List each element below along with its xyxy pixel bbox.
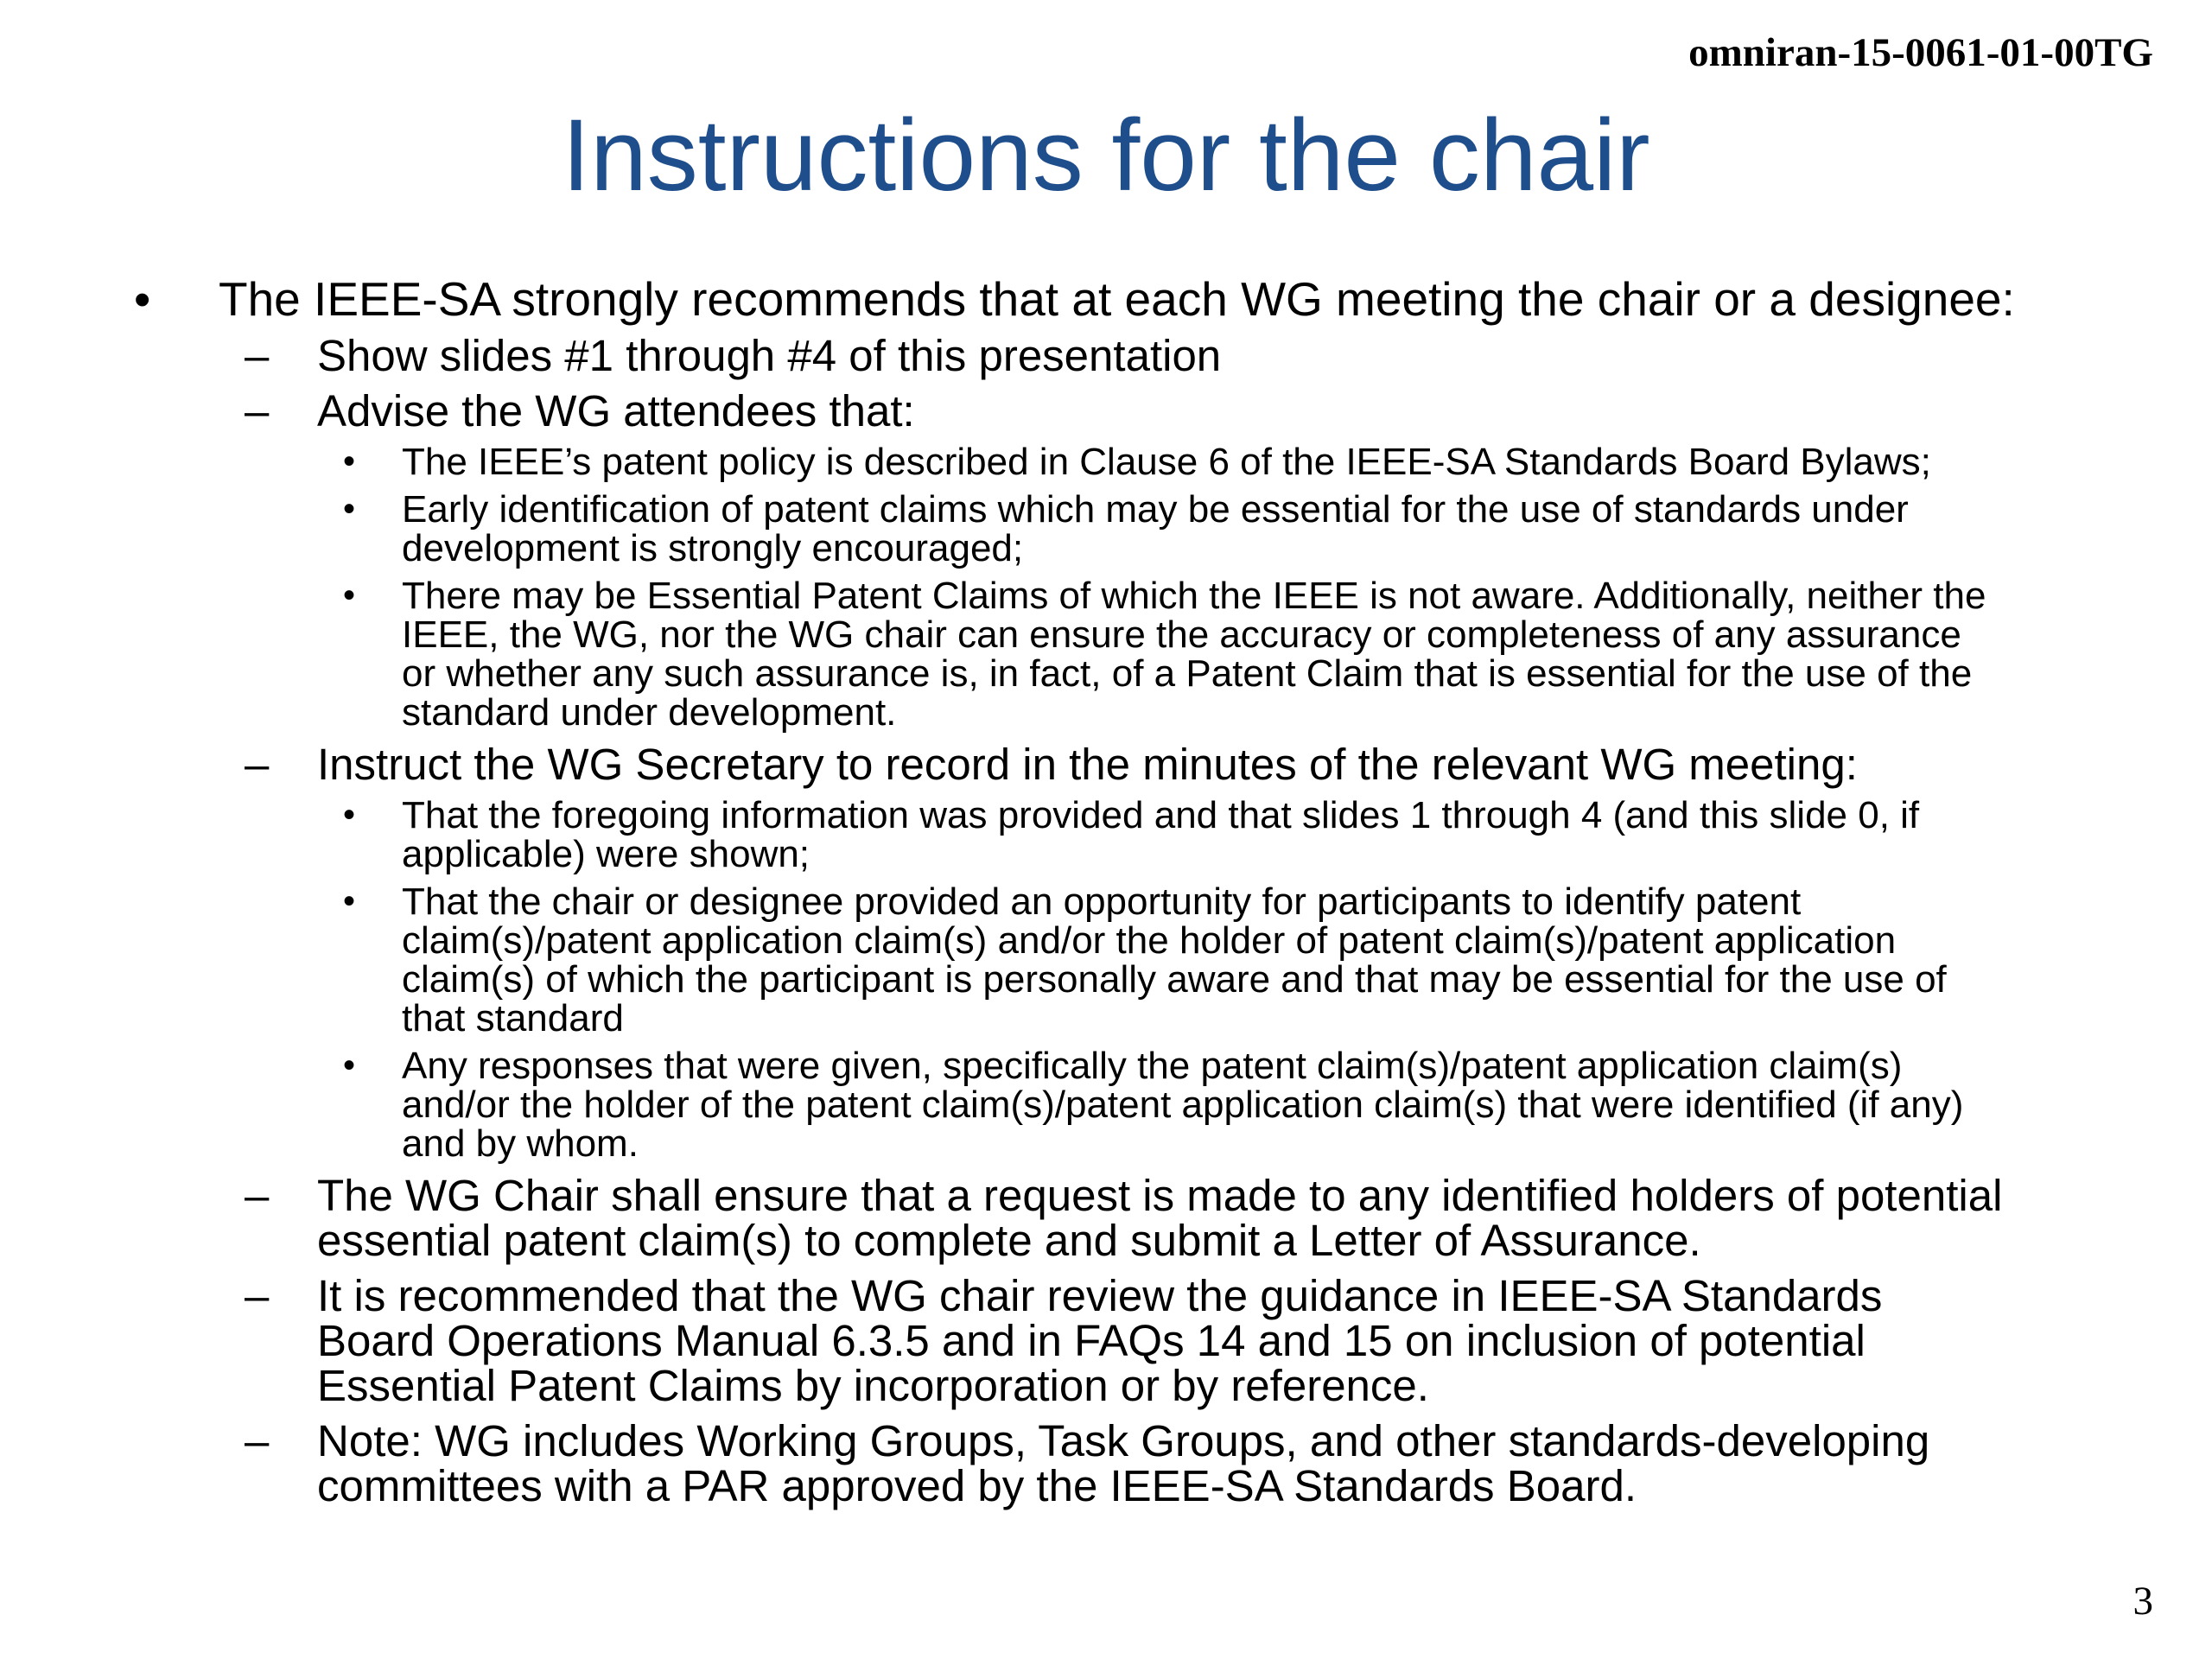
instruct-item-line: That the chair or designee provided an opportunity for participants to identify patent — [402, 880, 1802, 923]
sub-bullet-text: Advise the WG attendees that: — [317, 386, 915, 435]
dash-marker: – — [245, 1416, 270, 1465]
advise-item-line: Early identification of patent claims which may be essential for the use of standards under — [402, 488, 1909, 531]
bullet-marker: • — [343, 796, 356, 834]
advise-item-patent-policy — [0, 442, 2212, 481]
page-number: 3 — [2133, 1579, 2153, 1624]
sub-bullet-line: The WG Chair shall ensure that a request is made to any identified holders of potential — [317, 1171, 2003, 1220]
sub-bullet-line: committees with a PAR approved by the IEEE-SA Standards Board. — [317, 1461, 1637, 1510]
dash-marker: – — [245, 1171, 270, 1220]
instruct-item-line: applicable) were shown; — [402, 833, 810, 875]
slide-title: Instructions for the chair — [562, 99, 1650, 213]
instruct-item-line: that standard — [402, 997, 624, 1039]
bullet-marker: • — [343, 442, 356, 480]
sub-bullet-show-slides — [0, 331, 2212, 380]
sub-bullet-chair-ensure — [0, 1173, 2212, 1263]
instruct-item-responses — [0, 1046, 2212, 1163]
instruct-item-line: and/or the holder of the patent claim(s)/patent application claim(s) that were identified (if any) — [402, 1084, 1964, 1126]
instruct-item-line: claim(s) of which the participant is personally aware and that may be essential for the use of — [402, 958, 1947, 1001]
sub-bullet-line: It is recommended that the WG chair review the guidance in IEEE-SA Standards — [317, 1271, 1883, 1320]
sub-bullet-advise — [0, 386, 2212, 435]
sub-bullet-line: Essential Patent Claims by incorporation or by reference. — [317, 1361, 1429, 1410]
dash-marker: – — [245, 1271, 270, 1320]
slide-body — [0, 272, 2212, 1510]
sub-bullet-recommended — [0, 1271, 2212, 1410]
sub-bullet-line: Note: WG includes Working Groups, Task Groups, and other standards-developing — [317, 1416, 1930, 1465]
document-id: omniran-15-0061-01-00TG — [1688, 30, 2153, 75]
advise-item-line: IEEE, the WG, nor the WG chair can ensure the accuracy or completeness of any assurance — [402, 613, 1961, 656]
advise-item-early-identification — [0, 490, 2212, 568]
bullet-marker: • — [134, 272, 151, 326]
bullet-marker: • — [343, 1046, 356, 1084]
instruct-item-line: That the foregoing information was provided and that slides 1 through 4 (and this slide 0, if — [402, 794, 1920, 836]
sub-bullet-note — [0, 1416, 2212, 1510]
dash-marker: – — [245, 331, 270, 380]
dash-marker: – — [245, 386, 270, 435]
instruct-item-opportunity — [0, 882, 2212, 1038]
instruct-item-information-provided — [0, 796, 2212, 874]
sub-bullet-text: Instruct the WG Secretary to record in the minutes of the relevant WG meeting: — [317, 740, 1858, 789]
sub-bullet-line: Board Operations Manual 6.3.5 and in FAQs 14 and 15 on inclusion of potential — [317, 1316, 1866, 1365]
bullet-marker: • — [343, 576, 356, 614]
bullet-marker: • — [343, 882, 356, 920]
instruct-item-line: Any responses that were given, specifically the patent claim(s)/patent application claim(s) — [402, 1045, 1903, 1087]
sub-bullet-line: essential patent claim(s) to complete and submit a Letter of Assurance. — [317, 1216, 1701, 1265]
sub-bullet-text: Show slides #1 through #4 of this presentation — [317, 331, 1222, 380]
advise-item-line: The IEEE’s patent policy is described in Clause 6 of the IEEE-SA Standards Board Bylaws; — [402, 441, 1931, 483]
instruct-item-line: and by whom. — [402, 1122, 639, 1165]
bullet-marker: • — [343, 490, 356, 528]
bullet-text: The IEEE-SA strongly recommends that at each WG meeting the chair or a designee: — [219, 272, 2015, 326]
advise-item-line: There may be Essential Patent Claims of which the IEEE is not aware. Additionally, neither the — [402, 575, 1986, 617]
instruct-item-line: claim(s)/patent application claim(s) and/or the holder of patent claim(s)/patent application — [402, 919, 1897, 962]
advise-item-line: standard under development. — [402, 691, 897, 734]
dash-marker: – — [245, 740, 270, 789]
advise-item-essential-claims — [0, 576, 2212, 732]
bullet-intro — [0, 272, 2212, 326]
sub-bullet-instruct — [0, 742, 2212, 787]
advise-item-line: or whether any such assurance is, in fact, of a Patent Claim that is essential for the use of the — [402, 652, 1973, 695]
advise-item-line: development is strongly encouraged; — [402, 527, 1024, 569]
